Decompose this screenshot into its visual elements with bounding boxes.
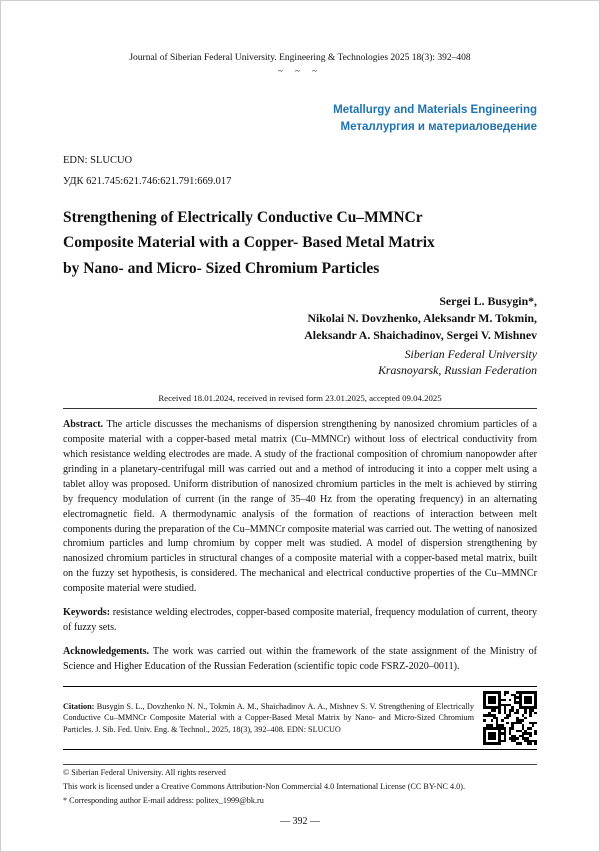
abstract-top-rule	[63, 408, 537, 409]
keywords-paragraph	[63, 606, 537, 636]
received-dates: Received 18.01.2024, received in revised form 23.01.2025, accepted 09.04.2025	[158, 392, 442, 403]
article-title	[63, 205, 537, 280]
article-title-line-1: Strengthening of Electrically Conductive Cu–MMNCr	[63, 209, 423, 227]
affiliation-city: Krasnoyarsk, Russian Federation	[378, 363, 537, 378]
acknowledgements-label: Acknowledgements.	[63, 646, 150, 658]
article-title-line-3: by Nano- and Micro- Sized Chromium Particles	[63, 259, 380, 277]
abstract-text: The article discusses the mechanisms of dispersion strengthening by nanosized chromium particles of a composite material with a copper-based metal matrix (Cu–MMNCr) without loss of electrical conductivity from which resistance welding electrodes are made. A study of the fractional composition of chromium nanopowder after grinding in a planetary-centrifugal mill was carried out and a method of introducing it into a copper melt using a tablet alloy was proposed. Uniform distribution of nanosized chromium particles in the melt is achieved by stirring by frequency modulation of current (in the range of 35–40 Hz from the operating frequency) in an alternating electromagnetic field. A thermodynamic analysis of the formation of reactions of interaction between melt components during the preparation of the Cu–MMNCr composite material was carried out. The wetting of nanosized chromium particles and lump chromium by copper melt was studied. A model of dispersion strengthening by nanosized chromium particles in structural changes of a composite material with a copper-based metal matrix, built on the fuzzy set hypothesis, is considered. The mechanical and electrical conductive properties of the Cu–MMNCr composite material were studied.	[63, 418, 537, 595]
copyright-line: © Siberian Federal University. All rights reserved	[63, 768, 226, 778]
acknowledgements-paragraph	[63, 645, 537, 675]
udk-code: УДК 621.745:621.746:621.791:669.017	[63, 176, 232, 188]
keywords-text: resistance welding electrodes, copper-based composite material, frequency modulation of current, theory of fuzzy sets.	[63, 607, 537, 634]
article-title-line-2: Composite Material with a Copper- Based Metal Matrix	[63, 234, 435, 252]
page-number: — 392 —	[280, 816, 320, 827]
abstract-label: Abstract.	[63, 418, 104, 430]
authors-line-2: Nikolai N. Dovzhenko, Aleksandr M. Tokmin,	[307, 310, 537, 325]
journal-header: Journal of Siberian Federal University. Engineering & Technologies 2025 18(3): 392–408	[129, 53, 471, 63]
abstract-paragraph	[63, 418, 537, 597]
citation-label: Citation:	[63, 702, 95, 712]
edn-code: EDN: SLUCUO	[63, 155, 133, 167]
footer-rule	[63, 764, 537, 765]
page-footer	[63, 764, 537, 827]
citation-box	[63, 686, 537, 750]
authors-line-3: Aleksandr A. Shaichadinov, Sergei V. Mishnev	[304, 327, 537, 342]
authors-block	[63, 293, 537, 344]
authors-line-1: Sergei L. Busygin*,	[439, 293, 537, 308]
section-heading-en: Metallurgy and Materials Engineering	[333, 104, 537, 116]
corresponding-author-line: * Corresponding author E-mail address: politex_1999@bk.ru	[63, 796, 264, 806]
license-line: This work is licensed under a Creative Commons Attribution-Non Commercial 4.0 International License (CC BY-NC 4.0).	[63, 782, 466, 792]
section-heading-ru: Металлургия и материаловедение	[340, 120, 537, 133]
citation-text: Busygin S. L., Dovzhenko N. N., Tokmin A. M., Shaichadinov A. A., Mishnev S. V. Strengthening of Electrically Conductive Cu–MMNCr Composite Material with a Copper-Based Metal Matrix by Nano- and Micro-Sized Chromium Particles. J. Sib. Fed. Univ. Eng. & Technol., 2025, 18(3), 392–408. EDN: SLUCUO	[63, 702, 474, 734]
acknowledgements-text: The work was carried out within the framework of the state assignment of the Ministry of Science and Higher Education of the Russian Federation (scientific topic code FSRZ-2020–0011).	[63, 646, 537, 673]
section-headings	[63, 102, 537, 135]
affiliation-block	[63, 346, 537, 379]
tilde-divider: ~ ~ ~	[277, 66, 323, 76]
citation-paragraph	[63, 701, 474, 735]
keywords-label: Keywords:	[63, 607, 111, 619]
affiliation-university: Siberian Federal University	[404, 346, 537, 361]
qr-code	[483, 691, 537, 745]
